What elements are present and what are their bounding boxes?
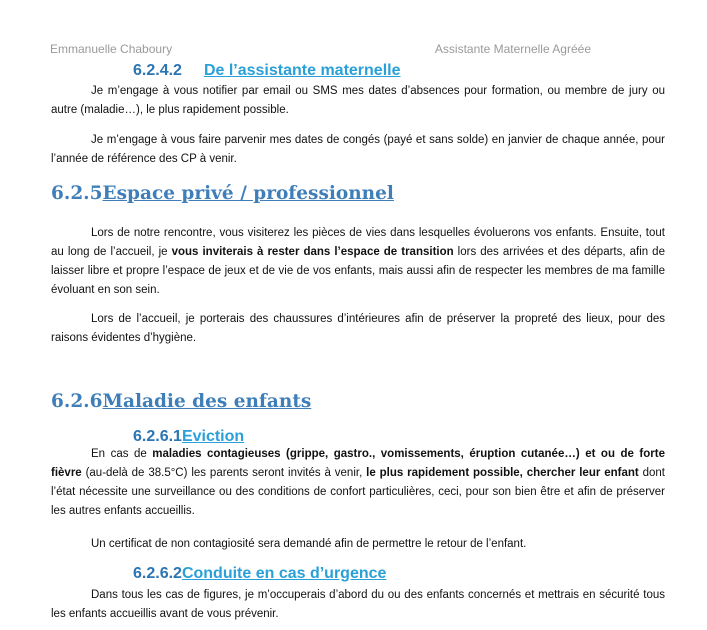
text-run: (au-delà de 38.5°C) les parents seront invités à venir, [81, 467, 367, 479]
heading-number: 6.2.5 [51, 183, 103, 204]
paragraph-eviction [51, 445, 665, 521]
paragraph-certificat: Un certificat de non contagiosité sera demandé afin de permettre le retour de l’enfant. [91, 538, 527, 550]
header-role: Assistante Maternelle Agréée [434, 42, 591, 56]
paragraph-urgence: Dans tous les cas de figures, je m’occuperais d’abord du ou des enfants concernés et mettrais en sécurité tous les enfants accueillis avant de vous prévenir. [51, 589, 665, 620]
paragraph-espace [51, 224, 665, 300]
heading-number: 6.2.6.2 [133, 565, 182, 582]
text-run: lors des arrivées et des départs, afin de laisser libre et propre l’espace de jeux et de vie de vos enfants, mais aussi afin de respecter les membres de ma famille évoluant en son sein. [51, 246, 665, 296]
text-run: dont l’état nécessite une surveillance ou des conditions de confort particulières, ceci, pour son bien être et afin de préserver les autres enfants accueillis. [51, 467, 665, 517]
bold-run: maladies contagieuses (grippe, gastro., vomissements, éruption cutanée…) et ou de forte fièvre [51, 448, 665, 479]
heading-6-2-6-2 [133, 565, 386, 583]
text-run: Lors de notre rencontre, vous visiterez les pièces de vies dans lesquelles évoluerons vos enfants. Ensuite, tout au long de l’accueil, je [51, 227, 665, 258]
heading-number: 6.2.6.1 [133, 428, 182, 445]
bold-run: le plus rapidement possible, chercher leur enfant [366, 467, 639, 479]
heading-6-2-6-1 [133, 428, 244, 446]
heading-title: Eviction [181, 428, 245, 445]
heading-title: De l’assistante maternelle [203, 62, 401, 79]
heading-6-2-5 [51, 183, 394, 204]
page-header [50, 42, 661, 56]
heading-title: Espace privé / professionnel [102, 183, 394, 204]
paragraph-conges: Je m’engage à vous faire parvenir mes dates de congés (payé et sans solde) en janvier de chaque année, pour l’année de référence des CP à venir. [51, 134, 665, 165]
heading-title: Maladie des enfants [102, 391, 312, 412]
text-run: En cas de [91, 448, 153, 460]
bold-run: vous inviterais à rester dans l’espace de transition [171, 246, 454, 258]
paragraph-chaussures: Lors de l’accueil, je porterais des chaussures d’intérieures afin de préserver la propreté des lieux, pour des raisons évidentes d’hygiène. [51, 313, 665, 344]
heading-6-2-6 [51, 391, 311, 412]
heading-number: 6.2.6 [51, 391, 103, 412]
heading-title: Conduite en cas d’urgence [181, 565, 387, 582]
paragraph-absences: Je m’engage à vous notifier par email ou SMS mes dates d’absences pour formation, ou membre de jury ou autre (maladie…), le plus rapidement possible. [51, 85, 665, 116]
header-author: Emmanuelle Chaboury [50, 42, 173, 56]
heading-6-2-4-2 [133, 62, 400, 80]
heading-number: 6.2.4.2 [133, 62, 182, 79]
